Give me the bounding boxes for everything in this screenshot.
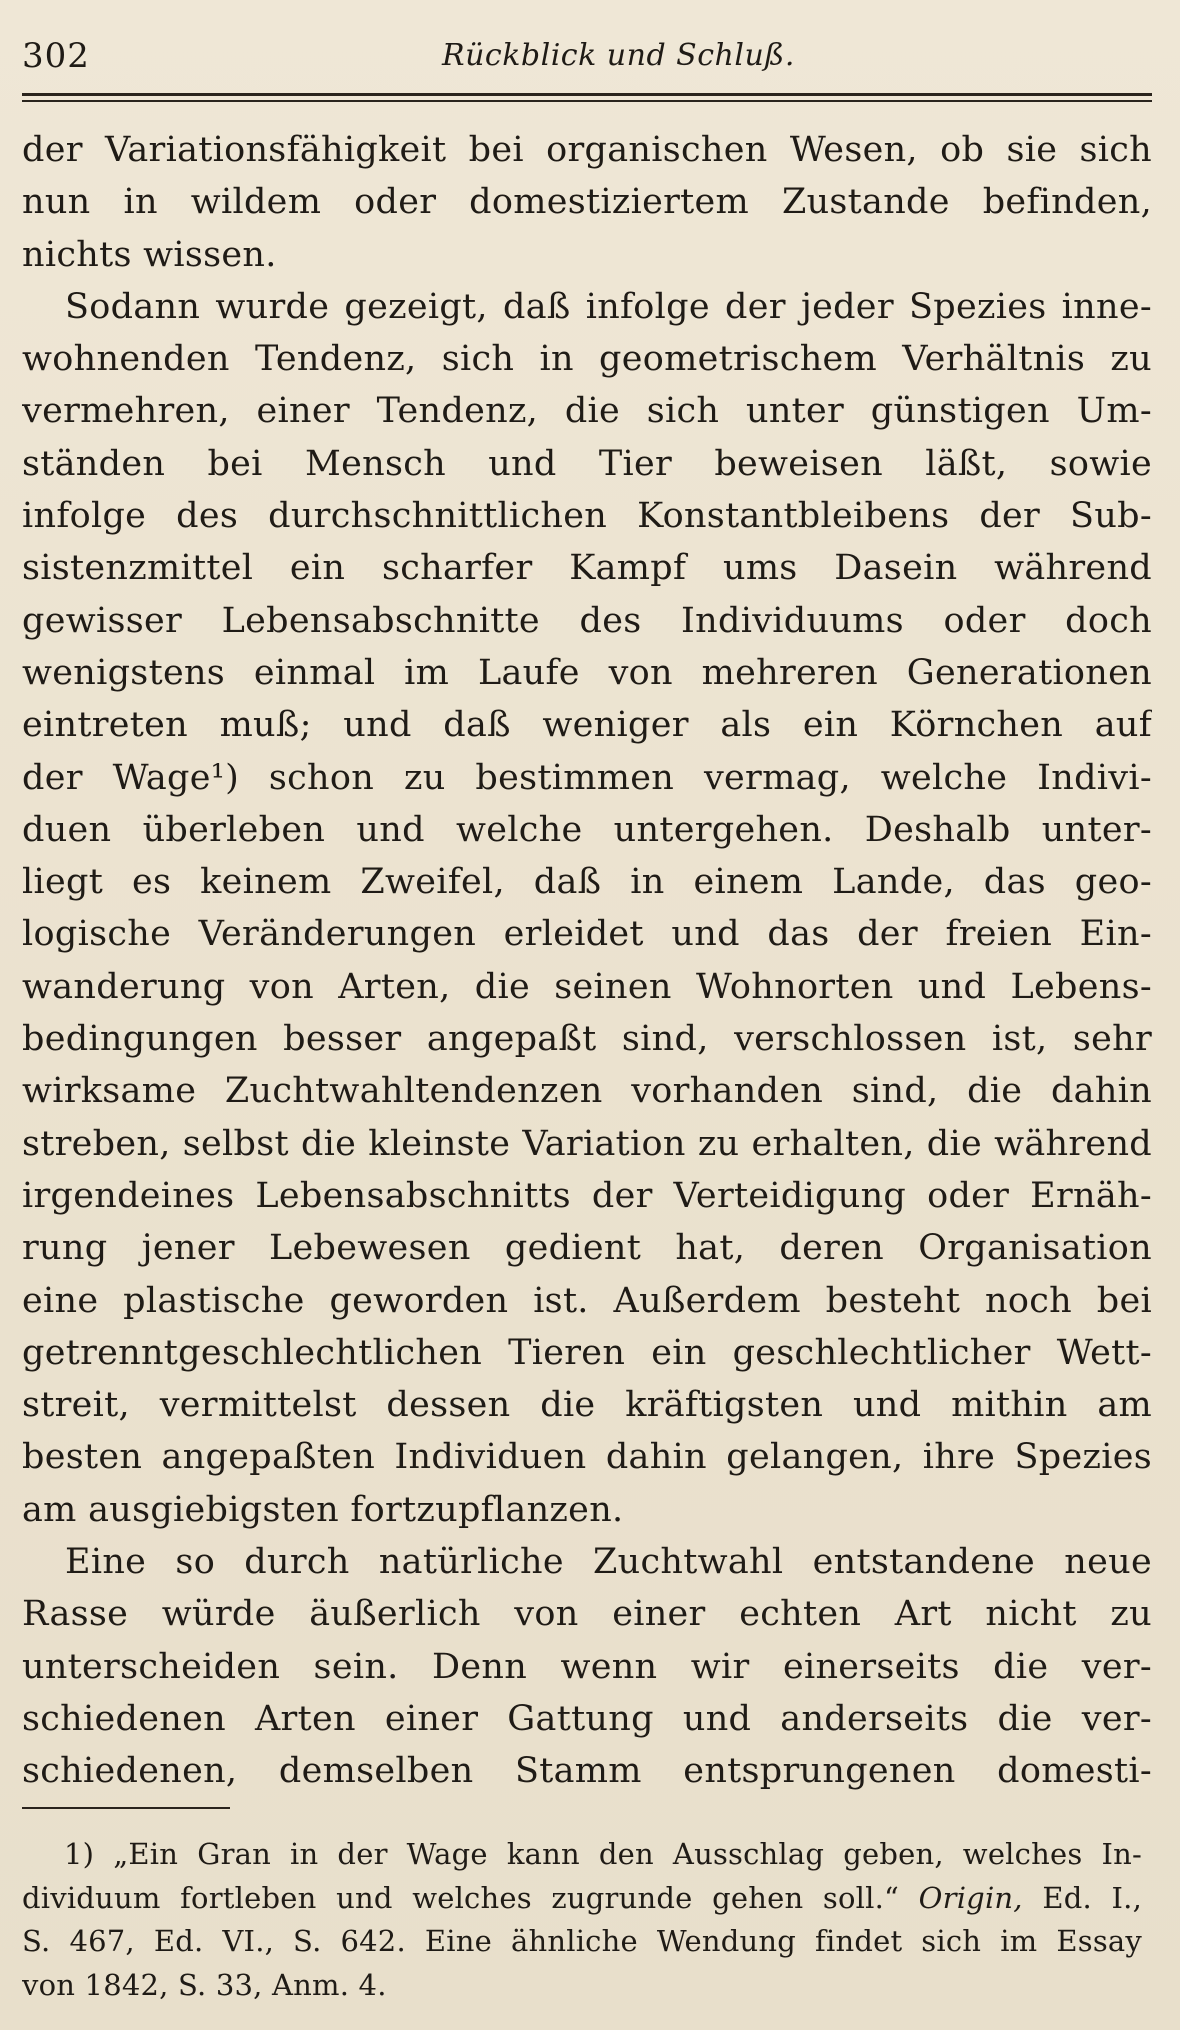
- footnote-edition: Ed. I.,: [1022, 1880, 1142, 1915]
- text-line: logische Veränderungen erleidet und das der freien Ein-: [22, 914, 1152, 955]
- text-line: vermehren, einer Tendenz, die sich unter günstigen Um-: [22, 391, 1152, 432]
- header-rule-top: [22, 93, 1152, 96]
- footnote-line: [22, 1877, 1142, 1921]
- paragraph-start-line: Eine so durch natürliche Zuchtwahl entstandene neue: [65, 1542, 1152, 1583]
- text-line: besten angepaßten Individuen dahin gelangen, ihre Spezies: [22, 1437, 1152, 1478]
- footnote-line: von 1842, S. 33, Anm. 4.: [22, 1967, 387, 2002]
- text-line: ständen bei Mensch und Tier beweisen läßt, sowie: [22, 443, 1152, 484]
- text-line: sistenzmittel ein scharfer Kampf ums Dasein während: [22, 548, 1152, 589]
- text-line: liegt es keinem Zweifel, daß in einem Lande, das geo-: [22, 862, 1152, 903]
- paragraph-start-line: Sodann wurde gezeigt, daß infolge der jeder Spezies inne-: [65, 286, 1152, 327]
- text-line: streit, vermittelst dessen die kräftigsten und mithin am: [22, 1385, 1152, 1426]
- text-line: duen überleben und welche untergehen. Deshalb unter-: [22, 809, 1152, 850]
- text-line: wohnenden Tendenz, sich in geometrischem Verhältnis zu: [22, 339, 1152, 380]
- text-line: schiedenen Arten einer Gattung und anderseits die ver-: [22, 1698, 1152, 1739]
- text-line: nun in wildem oder domestiziertem Zustande befinden,: [22, 182, 1152, 223]
- running-title: Rückblick und Schluß.: [442, 38, 795, 73]
- text-line: der Variationsfähigkeit bei organischen Wesen, ob sie sich: [22, 130, 1152, 170]
- footnote-rule: [22, 1807, 230, 1809]
- text-line: Rasse würde äußerlich von einer echten Art nicht zu: [22, 1594, 1152, 1635]
- text-line: streben, selbst die kleinste Variation zu erhalten, die während: [22, 1123, 1152, 1164]
- text-line: infolge des durchschnittlichen Konstantbleibens der Sub-: [22, 496, 1152, 537]
- text-line: wirksame Zuchtwahltendenzen vorhanden sind, die dahin: [22, 1071, 1152, 1112]
- text-line: getrenntgeschlechtlichen Tieren ein geschlechtlicher Wett-: [22, 1332, 1152, 1373]
- footnotes: [22, 1833, 1142, 2007]
- text-line: eine plastische geworden ist. Außerdem besteht noch bei: [22, 1280, 1152, 1321]
- page-header: [22, 36, 1152, 86]
- text-line: wenigstens einmal im Laufe von mehreren Generationen: [22, 652, 1152, 693]
- footnote-line: S. 467, Ed. VI., S. 642. Eine ähnliche Wendung findet sich im Essay: [22, 1924, 1142, 1958]
- text-line: rung jener Lebewesen gedient hat, deren Organisation: [22, 1228, 1152, 1269]
- footnote-line: 1) „Ein Gran in der Wage kann den Ausschlag geben, welches In-: [64, 1837, 1142, 1871]
- text-line: am ausgiebigsten fortzupflanzen.: [22, 1489, 624, 1530]
- text-line: schiedenen, demselben Stamm entsprungenen domesti-: [22, 1751, 1152, 1792]
- body-text: [22, 124, 1152, 1798]
- page-number: 302: [22, 36, 90, 76]
- text-line: eintreten muß; und daß weniger als ein Körnchen auf: [22, 705, 1152, 746]
- text-line: nichts wissen.: [22, 234, 277, 275]
- footnote-citation-title: Origin,: [918, 1880, 1023, 1915]
- text-line: bedingungen besser angepaßt sind, verschlossen ist, sehr: [22, 1019, 1152, 1060]
- footnote-quote-end: dividuum fortleben und welches zugrunde gehen soll.“: [22, 1880, 919, 1915]
- text-line: irgendeines Lebensabschnitts der Verteidigung oder Ernäh-: [22, 1175, 1152, 1216]
- text-line-with-footnote-ref: der Wage¹) schon zu bestimmen vermag, welche Indivi-: [22, 757, 1152, 798]
- text-line: gewisser Lebensabschnitte des Individuums oder doch: [22, 600, 1152, 641]
- header-rule-bottom: [22, 100, 1152, 102]
- text-line: unterscheiden sein. Denn wenn wir einerseits die ver-: [22, 1646, 1152, 1687]
- text-line: wanderung von Arten, die seinen Wohnorten und Lebens-: [22, 966, 1152, 1007]
